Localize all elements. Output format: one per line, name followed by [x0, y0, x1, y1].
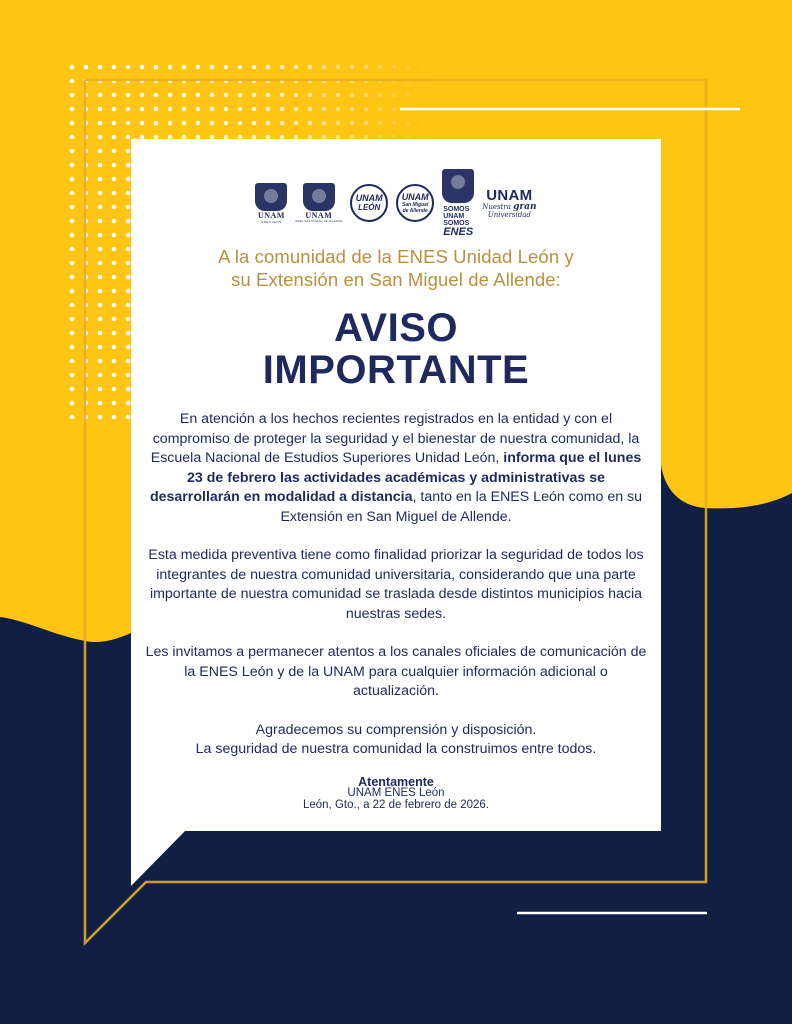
- unam-leon-circle-logo: UNAM LEÓN: [350, 184, 388, 222]
- paragraph-thanks: Agradecemos su comprensión y disposición. La seguridad de nuestra comunidad la construimos entre todos.: [195, 721, 597, 757]
- unam-crest-icon: [255, 183, 287, 211]
- page-title: AVISO IMPORTANTE: [262, 306, 530, 392]
- somos-unam-somos-enes-logo: SOMOS UNAM SOMOS ENES: [442, 169, 474, 238]
- unam-sma-circle-logo: UNAM San Miguel de Allende: [396, 184, 434, 222]
- unam-enes-leon-logo: UNAM ENES LEÓN: [255, 183, 287, 224]
- signature-block: Atentamente UNAM ENES León León, Gto., a 22 de febrero de 2026.: [302, 774, 490, 811]
- unam-crest-icon: [303, 183, 335, 211]
- logo-strip: [131, 181, 661, 238]
- paragraph-channels: Les invitamos a permanecer atentos a los canales oficiales de comunicación de la ENES León y de la UNAM para cualquier información adicional o actualización.: [145, 644, 647, 699]
- unam-enes-sma-logo: UNAM ENES SAN MIGUEL DE ALLENDE: [295, 183, 342, 224]
- paragraph-announcement: En atención a los hechos recientes registrados en la entidad y con el compromiso de proteger la seguridad y el bienestar de nuestra comunidad, la Escuela Nacional de Estudios Superiores Unidad León, informa que el lunes 23 de febrero las actividades académicas y administrativas se desarrollarán en modalidad a distancia, tanto en la ENES León como en su Extensión en San Miguel de Allende.: [149, 411, 643, 525]
- greeting-heading: A la comunidad de la ENES Unidad León y su Extensión en San Miguel de Allende:: [218, 246, 574, 290]
- unam-nuestra-gran-universidad-logo: UNAM Nuestra gran Universidad: [482, 186, 537, 219]
- notice-content: [131, 139, 661, 811]
- paragraph-rationale: Esta medida preventiva tiene como finalidad priorizar la seguridad de todos los integrantes de nuestra comunidad universitaria, considerando que una parte importante de nuestra comunidad se traslada desde distintos municipios hacia nuestras sedes.: [148, 547, 644, 622]
- unam-crest-icon: [442, 169, 474, 203]
- notice-body: [131, 410, 661, 760]
